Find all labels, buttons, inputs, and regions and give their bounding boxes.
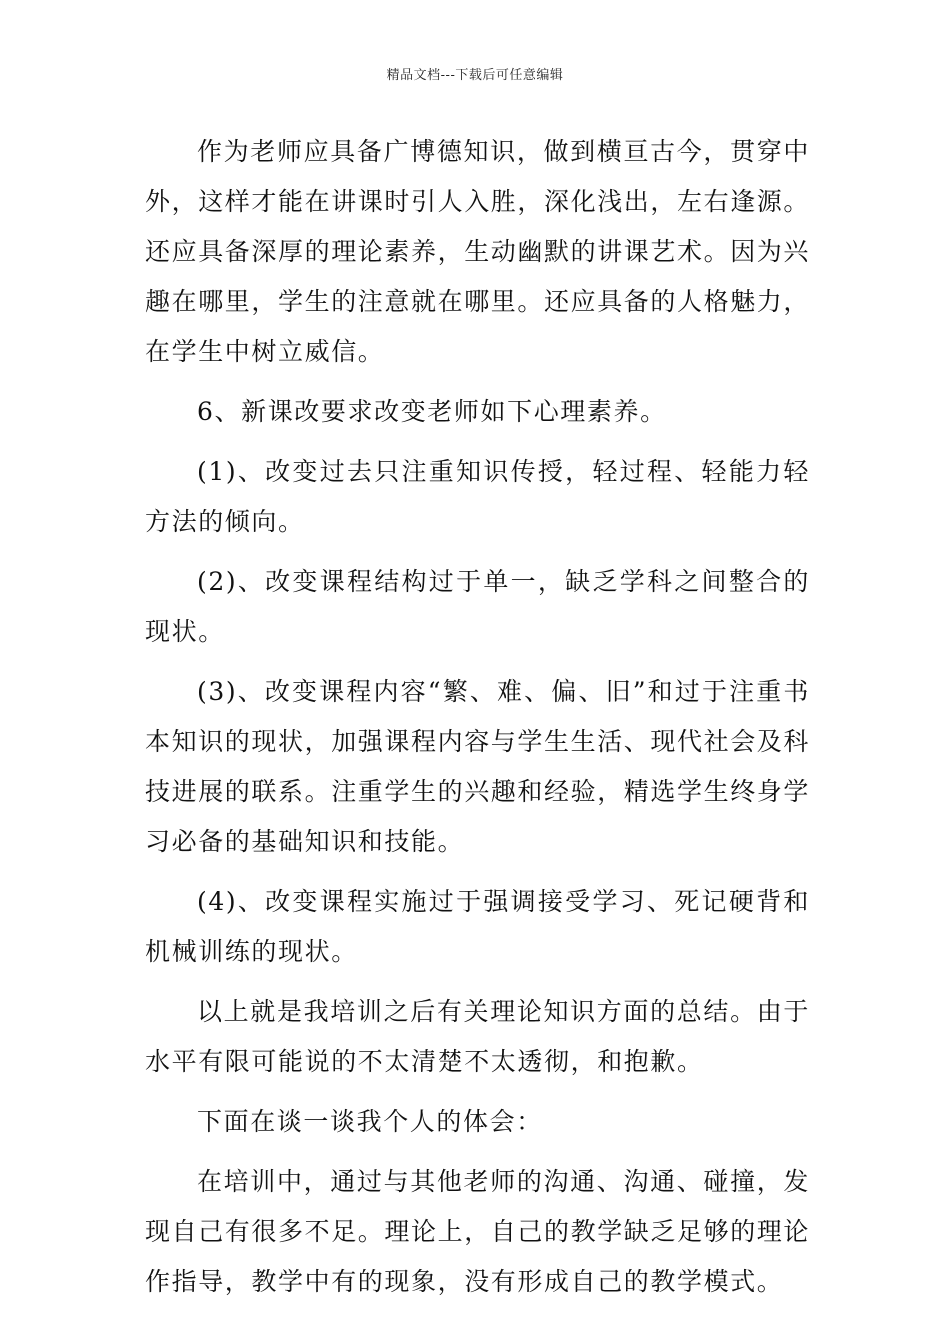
header-note: 精品文档---下载后可任意编辑 xyxy=(386,68,564,83)
paragraph-teacher-knowledge: 作为老师应具备广博德知识，做到横亘古今，贯穿中外，这样才能在讲课时引人入胜，深化浅出，左右逢源。还应具备深厚的理论素养，生动幽默的讲课艺术。因为兴趣在哪里，学生的注意就在哪里。还应具备的人格魅力，在学生中树立威信。 xyxy=(145,137,811,366)
paragraph-item-1: (1)、改变过去只注重知识传授，轻过程、轻能力轻方法的倾向。 xyxy=(145,457,810,536)
paragraph-summary: 以上就是我培训之后有关理论知识方面的总结。由于水平有限可能说的不太清楚不太透彻，和抱歉。 xyxy=(145,997,810,1076)
paragraph-item-2: (2)、改变课程结构过于单一，缺乏学科之间整合的现状。 xyxy=(145,567,810,646)
paragraph-reflection: 在培训中，通过与其他老师的沟通、沟通、碰撞，发现自己有很多不足。理论上，自己的教学缺乏足够的理论作指导，教学中有的现象，没有形成自己的教学模式。 xyxy=(145,1167,811,1296)
paragraph-transition: 下面在谈一谈我个人的体会： xyxy=(197,1107,543,1136)
paragraph-item-4: (4)、改变课程实施过于强调接受学习、死记硬背和机械训练的现状。 xyxy=(145,887,810,966)
paragraph-section-6: 6、新课改要求改变老师如下心理素养。 xyxy=(197,397,667,426)
document-body xyxy=(145,127,810,1317)
paragraph-item-3: (3)、改变课程内容“繁、难、偏、旧”和过于注重书本知识的现状，加强课程内容与学生生活、现代社会及科技进展的联系。注重学生的兴趣和经验，精选学生终身学习必备的基础知识和技能。 xyxy=(145,677,811,856)
